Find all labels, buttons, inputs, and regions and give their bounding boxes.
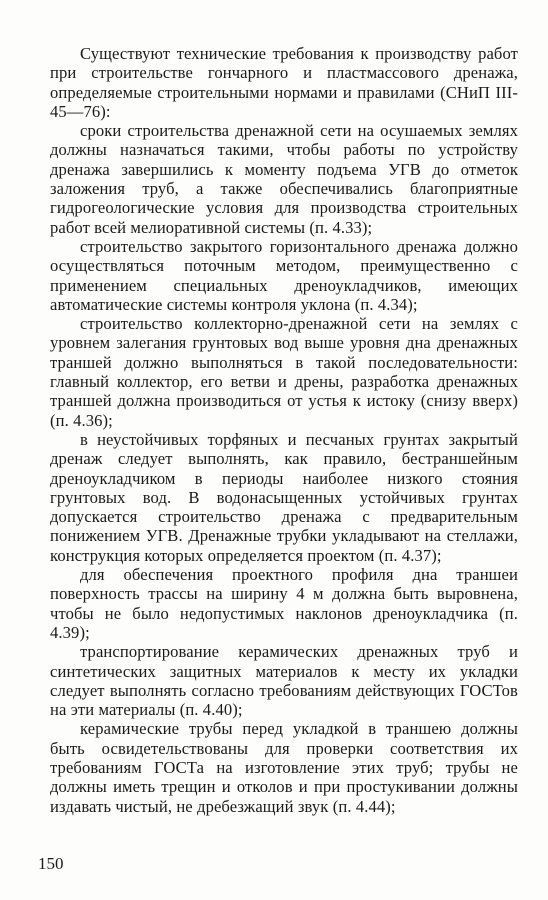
paragraph-intro: Существуют технические требования к производству работ при строительстве гончарного и пластмассового дренажа, определяемые строительными нормами и правилами (СНиП III-45—76): [50, 44, 518, 121]
paragraph-item-4-33: сроки строительства дренажной сети на осушаемых землях должны назначаться такими, чтобы работы по устройству дренажа завершились к моменту подъема УГВ до отметок заложения труб, а также обеспечивались благоприятные гидрогеологические условия для производства строительных работ всей мелиоративной системы (п. 4.33); [50, 121, 518, 237]
paragraph-item-4-44: керамические трубы перед укладкой в траншею должны быть освидетельствованы для проверки соответствия их требованиям ГОСТа на изготовление этих труб; трубы не должны иметь трещин и отколов и при простукивании должны издавать чистый, не дребезжащий звук (п. 4.44); [50, 719, 518, 816]
body-text [50, 44, 518, 816]
paragraph-item-4-37: в неустойчивых торфяных и песчаных грунтах закрытый дренаж следует выполнять, как правило, бестраншейным дреноукладчиком в периоды наиболее низкого стояния грунтовых вод. В водонасыщенных устойчивых грунтах допускается строительство дренажа с предварительным понижением УГВ. Дренажные трубки укладывают на стеллажи, конструкция которых определяется проектом (п. 4.37); [50, 429, 518, 565]
paragraph-item-4-34: строительство закрытого горизонтального дренажа должно осуществляться поточным методом, преимущественно с применением специальных дреноукладчиков, имеющих автоматические системы контроля уклона (п. 4.34); [50, 236, 518, 314]
paragraph-item-4-36: строительство коллекторно-дренажной сети на землях с уровнем залегания грунтовых вод выше уровня дна дренажных траншей должно выполняться в такой последовательности: главный коллектор, его ветви и дрены, разработка дренажных траншей должна производиться от устья к истоку (снизу вверх) (п. 4.36); [50, 314, 518, 430]
paragraph-item-4-39: для обеспечения проектного профиля дна траншеи поверхность трассы на ширину 4 м должна быть выровнена, чтобы не было недопустимых наклонов дреноукладчика (п. 4.39); [50, 565, 518, 642]
page-number: 150 [38, 854, 64, 873]
paragraph-item-4-40: транспортирование керамических дренажных труб и синтетических защитных материалов к месту их укладки следует выполнять согласно требованиям действующих ГОСТов на эти материалы (п. 4.40); [50, 642, 518, 720]
